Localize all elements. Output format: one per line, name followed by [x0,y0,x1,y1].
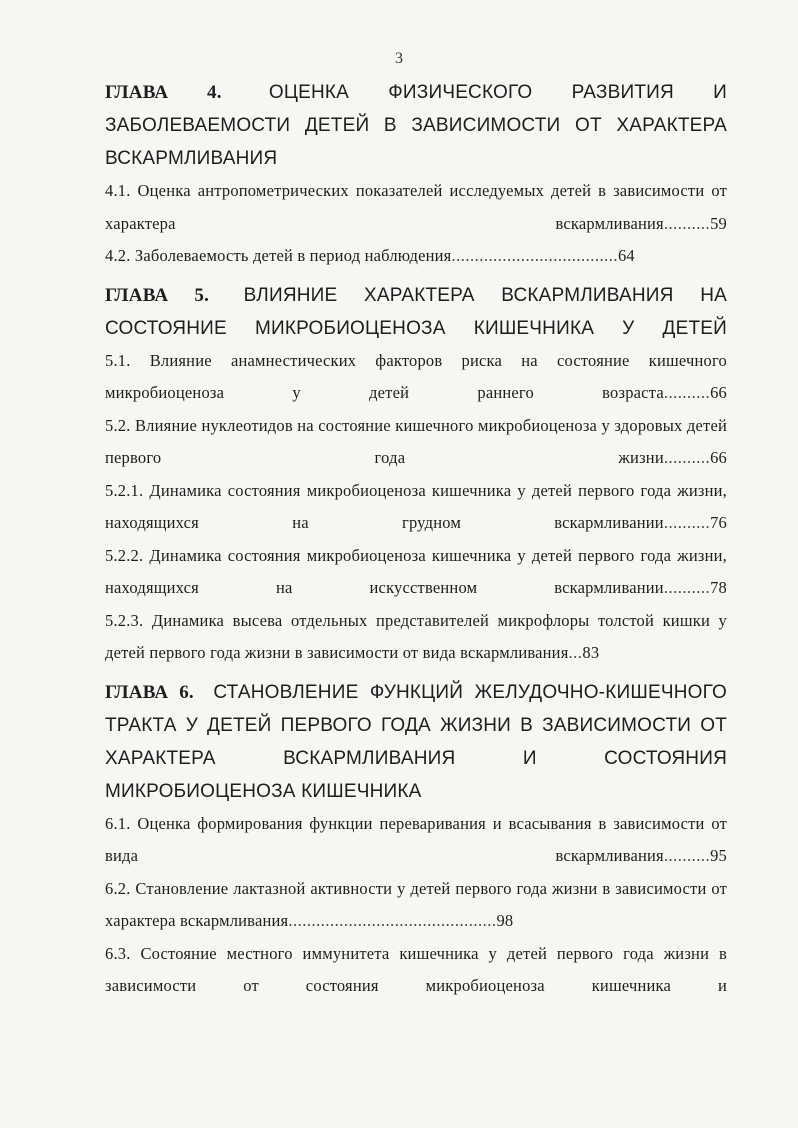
toc-leader-dots: .......... [663,448,711,467]
table-of-contents [105,70,727,1003]
toc-page-number: 64 [617,246,635,265]
toc-page-number: 83 [582,643,600,662]
toc-entry[interactable] [105,345,727,410]
toc-entry-text: 5.2.1. Динамика состояния микробиоценоза кишечника у детей первого года жизни, находящихся на грудном вскармливании [105,480,727,532]
toc-leader-dots: .................................... [451,246,618,265]
toc-page-number: 78 [710,578,727,597]
toc-entry-text: 5.2.3. Динамика высева отдельных представителей микрофлоры толстой кишки у детей первого года жизни в зависимости от вида вскармливания [105,610,727,662]
chapter-title: СТАНОВЛЕНИЕ ФУНКЦИЙ ЖЕЛУДОЧНО-КИШЕЧНОГО ТРАКТА У ДЕТЕЙ ПЕРВОГО ГОДА ЖИЗНИ В ЗАВИСИМОСТИ ОТ ХАРАКТЕРА ВСКАРМЛИВАНИЯ И СОСТОЯНИЯ МИКРОБИОЦЕНОЗА КИШЕЧНИКА [105,681,727,802]
toc-entry-text: 6.2. Становление лактазной активности у детей первого года жизни в зависимости от характера вскармливания [105,878,727,930]
toc-entry[interactable] [105,873,727,938]
toc-page-number: 76 [710,513,727,532]
toc-leader-dots: .......... [663,383,711,402]
chapter-label: ГЛАВА 5. [105,284,210,306]
toc-entry-text: 6.3. Состояние местного иммунитета кишечника у детей первого года жизни в зависимости от состояния микробиоценоза кишечника и [105,943,727,995]
toc-page-number: 59 [710,213,727,233]
toc-entry-text: 4.2. Заболеваемость детей в период наблюдения [105,246,452,265]
chapter-heading [105,76,727,175]
toc-page-number: 66 [710,383,727,402]
toc-entry[interactable] [105,938,727,1003]
chapter-heading [105,676,727,808]
page-number: 3 [395,50,403,67]
toc-leader-dots: .......... [663,513,711,532]
toc-entry-text: 5.1. Влияние анамнестических факторов риска на состояние кишечного микробиоценоза у детей раннего возраста [105,350,727,402]
chapter-label: ГЛАВА 6. [105,681,194,703]
toc-page-number: 98 [496,911,514,930]
toc-entry[interactable] [105,240,727,273]
toc-entry-text: 4.1. Оценка антропометрических показателей исследуемых детей в зависимости от характера вскармливания [105,181,727,233]
toc-entry[interactable] [105,410,727,475]
toc-entry[interactable] [105,175,727,240]
toc-entry-text: 6.1. Оценка формирования функции переваривания и всасывания в зависимости от вида вскармливания [105,813,727,865]
toc-entry-text: 5.2.2. Динамика состояния микробиоценоза кишечника у детей первого года жизни, находящихся на искусственном вскармливании [105,545,727,597]
chapter-title: ВЛИЯНИЕ ХАРАКТЕРА ВСКАРМЛИВАНИЯ НА СОСТОЯНИЕ МИКРОБИОЦЕНОЗА КИШЕЧНИКА У ДЕТЕЙ [105,284,727,339]
chapter-title: ОЦЕНКА ФИЗИЧЕСКОГО РАЗВИТИЯ И ЗАБОЛЕВАЕМОСТИ ДЕТЕЙ В ЗАВИСИМОСТИ ОТ ХАРАКТЕРА ВСКАРМЛИВАНИЯ [105,82,727,169]
toc-leader-dots: .......... [663,578,711,597]
toc-entry[interactable] [105,808,727,873]
toc-entry-text: 5.2. Влияние нуклеотидов на состояние кишечного микробиоценоза у здоровых детей первого года жизни [105,415,727,467]
chapter-label: ГЛАВА 4. [105,82,222,103]
toc-leader-dots: .......... [663,846,711,865]
toc-entry[interactable] [105,540,727,605]
toc-leader-dots: ............................................. [288,911,497,930]
chapter-heading [105,279,727,345]
toc-entry[interactable] [105,605,727,670]
toc-leader-dots: .......... [663,213,711,233]
toc-entry[interactable] [105,475,727,540]
toc-leader-dots: ... [568,643,583,662]
toc-page-number: 66 [710,448,727,467]
toc-page-number: 95 [710,846,727,865]
